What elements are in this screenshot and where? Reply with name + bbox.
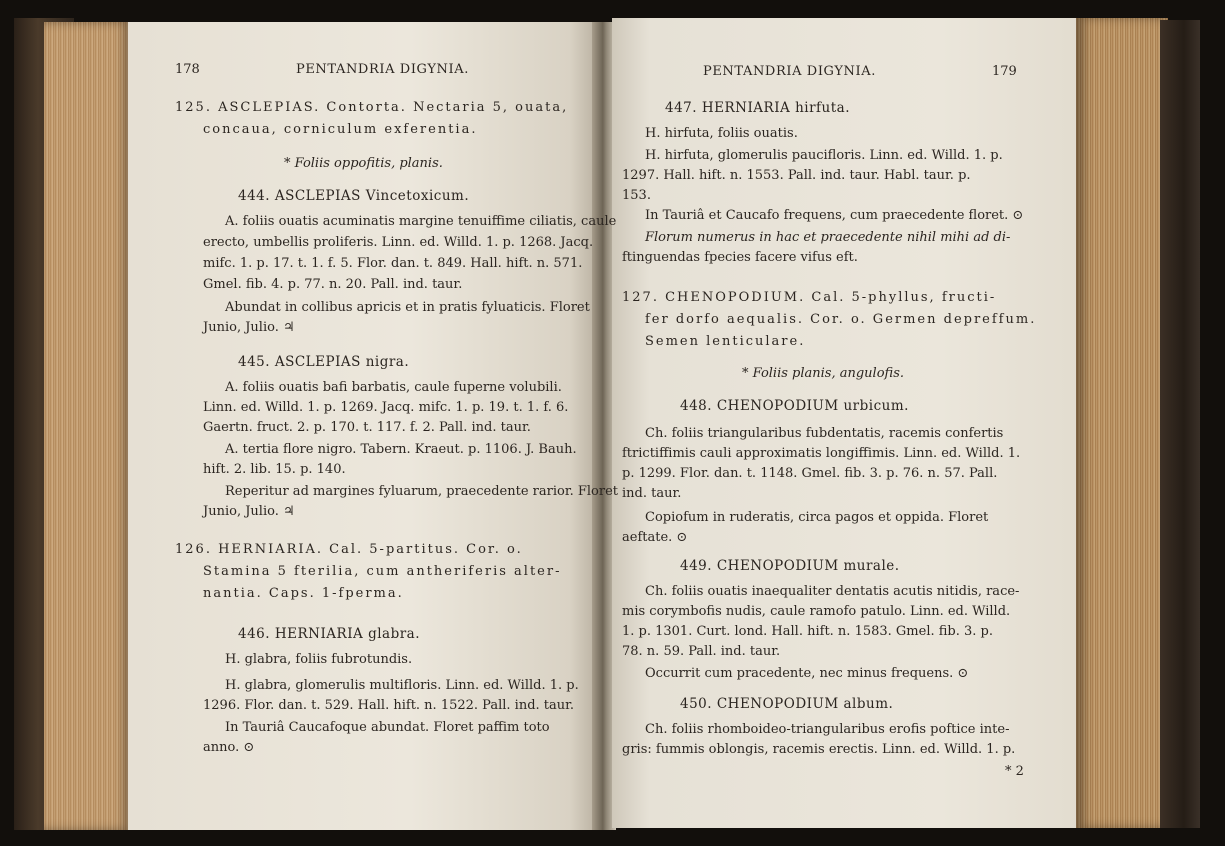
right-line: H. hirfuta, glomerulis paucifloris. Linn. ed. Willd. 1. p. xyxy=(645,148,1003,163)
left-line: Junio, Julio. ♃ xyxy=(203,320,295,335)
left-line: 126. HERNIARIA. Cal. 5-partitus. Cor. o. xyxy=(175,542,523,557)
left-line: Linn. ed. Willd. 1. p. 1269. Jacq. mifc. 1. p. 19. t. 1. f. 6. xyxy=(203,400,569,415)
right-line: Ch. foliis triangularibus fubdentatis, racemis confertis xyxy=(645,426,1004,441)
left-line: A. tertia flore nigro. Tabern. Kraeut. p. 1106. J. Bauh. xyxy=(225,442,577,457)
right-line: ftrictiffimis cauli approximatis longiffimis. Linn. ed. Willd. 1. xyxy=(622,446,1021,461)
right-line: 450. CHENOPODIUM album. xyxy=(680,696,894,712)
left-page-edges xyxy=(44,22,130,830)
right-line: 1297. Hall. hift. n. 1553. Pall. ind. taur. Habl. taur. p. xyxy=(622,168,971,183)
right-line: 127. CHENOPODIUM. Cal. 5-phyllus, fructi- xyxy=(622,290,997,305)
left-line: Gmel. fib. 4. p. 77. n. 20. Pall. ind. taur. xyxy=(203,277,463,292)
left-line: H. glabra, glomerulis multifloris. Linn. ed. Willd. 1. p. xyxy=(225,678,579,693)
right-line: Ch. foliis rhomboideo-triangularibus erofis poftice inte- xyxy=(645,722,1010,737)
left-line: Stamina 5 fterilia, cum antheriferis alter- xyxy=(203,564,562,579)
left-page-number: 178 xyxy=(175,62,200,77)
left-line: hift. 2. lib. 15. p. 140. xyxy=(203,462,346,477)
left-line: Gaertn. fruct. 2. p. 170. t. 117. f. 2. Pall. ind. taur. xyxy=(203,420,531,435)
left-line: 444. ASCLEPIAS Vincetoxicum. xyxy=(238,188,470,204)
right-line: 447. HERNIARIA hirfuta. xyxy=(665,100,850,116)
right-cover xyxy=(1160,20,1200,828)
left-line: A. foliis ouatis bafi barbatis, caule fuperne volubili. xyxy=(225,380,562,395)
left-line: Reperitur ad margines fyluarum, praecedente rarior. Floret xyxy=(225,484,619,499)
right-line: 448. CHENOPODIUM urbicum. xyxy=(680,398,909,414)
left-line: mifc. 1. p. 17. t. 1. f. 5. Flor. dan. t. 849. Hall. hift. n. 571. xyxy=(203,256,583,271)
right-line: Ch. foliis ouatis inaequaliter dentatis acutis nitidis, race- xyxy=(645,584,1020,599)
left-line: 1296. Flor. dan. t. 529. Hall. hift. n. 1522. Pall. ind. taur. xyxy=(203,698,575,713)
right-line: 78. n. 59. Pall. ind. taur. xyxy=(622,644,781,659)
left-line: erecto, umbellis proliferis. Linn. ed. Willd. 1. p. 1268. Jacq. xyxy=(203,235,594,250)
left-line: anno. ⊙ xyxy=(203,740,255,755)
right-page-edges xyxy=(1076,18,1168,828)
right-line: Occurrit cum pracedente, nec minus frequens. ⊙ xyxy=(645,666,969,681)
left-line: H. glabra, foliis fubrotundis. xyxy=(225,652,413,667)
right-line: * Foliis planis, angulofis. xyxy=(742,366,905,381)
right-line: Florum numerus in hac et praecedente nihil mihi ad di- xyxy=(645,230,1011,245)
left-line: 445. ASCLEPIAS nigra. xyxy=(238,354,410,370)
right-page-number: 179 xyxy=(992,64,1017,79)
left-line: In Tauriâ Caucafoque abundat. Floret paffim toto xyxy=(225,720,550,735)
right-line: H. hirfuta, foliis ouatis. xyxy=(645,126,798,141)
right-line: gris: fummis oblongis, racemis erectis. Linn. ed. Willd. 1. p. xyxy=(622,742,1016,757)
right-line: mis corymbofis nudis, caule ramofo patulo. Linn. ed. Willd. xyxy=(622,604,1011,619)
left-line: concaua, corniculum exferentia. xyxy=(203,122,478,137)
right-line: Copiofum in ruderatis, circa pagos et oppida. Floret xyxy=(645,510,989,525)
signature-mark: * 2 xyxy=(1005,764,1024,779)
right-line: p. 1299. Flor. dan. t. 1148. Gmel. fib. 3. p. 76. n. 57. Pall. xyxy=(622,466,998,481)
left-line: 446. HERNIARIA glabra. xyxy=(238,626,421,642)
left-line: A. foliis ouatis acuminatis margine tenuiffime ciliatis, caule xyxy=(225,214,617,229)
right-line: Semen lenticulare. xyxy=(645,334,806,349)
right-line: ftinguendas fpecies facere vifus eft. xyxy=(622,250,858,265)
right-line: fer dorfo aequalis. Cor. o. Germen depreffum. xyxy=(645,312,1037,327)
right-running-head: PENTANDRIA DIGYNIA. xyxy=(703,64,876,79)
left-running-head: PENTANDRIA DIGYNIA. xyxy=(296,62,469,77)
right-line: aeftate. ⊙ xyxy=(622,530,688,545)
right-line: 1. p. 1301. Curt. lond. Hall. hift. n. 1583. Gmel. fib. 3. p. xyxy=(622,624,993,639)
left-line: 125. ASCLEPIAS. Contorta. Nectaria 5, ouata, xyxy=(175,100,569,115)
right-line: ind. taur. xyxy=(622,486,682,501)
left-line: Abundat in collibus apricis et in pratis fyluaticis. Floret xyxy=(225,300,590,315)
right-line: 153. xyxy=(622,188,651,203)
left-line: nantia. Caps. 1-fperma. xyxy=(203,586,404,601)
left-line: * Foliis oppofitis, planis. xyxy=(284,156,443,171)
right-line: In Tauriâ et Caucafo frequens, cum praecedente floret. ⊙ xyxy=(645,208,1024,223)
left-line: Junio, Julio. ♃ xyxy=(203,504,295,519)
right-line: 449. CHENOPODIUM murale. xyxy=(680,558,900,574)
